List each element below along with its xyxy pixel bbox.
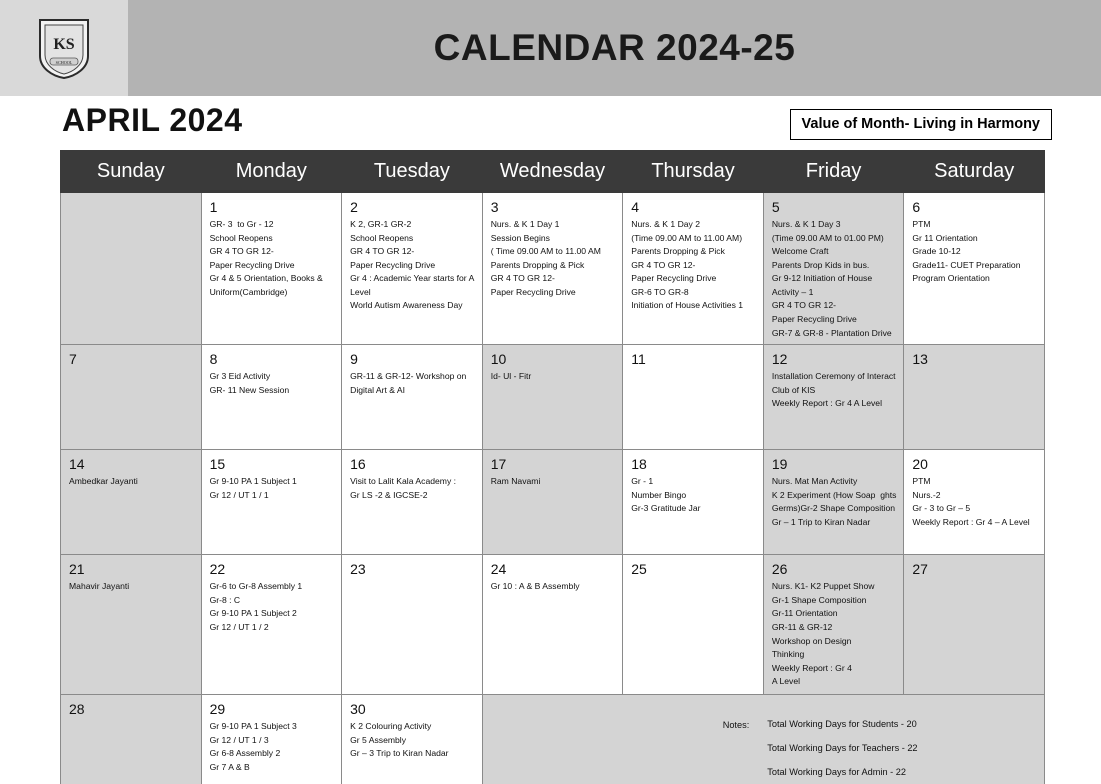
calendar-day-cell[interactable] [482, 345, 623, 450]
day-event: Gr 11 Orientation [912, 232, 978, 243]
day-event: Paper Recycling Drive [209, 259, 295, 270]
day-event: Paper Recycling Drive [350, 259, 436, 270]
calendar-day-cell[interactable] [201, 345, 342, 450]
calendar-day-cell[interactable] [61, 450, 202, 555]
calendar-day-cell[interactable] [342, 555, 483, 695]
month-header [0, 96, 1101, 152]
day-event: Gr-6 to Gr-8 Assembly 1 [209, 581, 303, 592]
day-event: K 2 Experiment (How Soap ghts Germs)Gr-2 Shape Composition [771, 489, 899, 514]
day-event: Initiation of House Activities 1 [631, 300, 744, 311]
calendar-day-cell[interactable] [623, 193, 764, 345]
weekday-header-saturday: Saturday [904, 151, 1045, 193]
day-number: 12 [771, 351, 788, 368]
weekday-header-friday: Friday [763, 151, 904, 193]
day-event: Thinking [771, 649, 805, 660]
day-event: Workshop on Design [771, 635, 852, 646]
day-event: GR-6 TO GR-8 [631, 286, 689, 297]
calendar-week-row [61, 450, 1045, 555]
calendar-day-cell[interactable] [342, 450, 483, 555]
day-event: GR-11 & GR-12 [771, 621, 833, 632]
notes-item: Total Working Days for Students - 20 [767, 719, 917, 730]
day-event: GR 4 TO GR 12- [631, 259, 696, 270]
day-number: 6 [912, 199, 921, 215]
school-crest-icon [36, 16, 92, 80]
day-event: GR- 11 New Session [209, 384, 290, 395]
day-event: Nurs.-2 [912, 489, 941, 500]
calendar-week-row [61, 345, 1045, 450]
calendar-day-cell[interactable] [482, 555, 623, 695]
calendar-day-cell[interactable] [201, 193, 342, 345]
day-event: Gr 4 & 5 Orientation, Books & Uniform(Cambridge) [209, 273, 326, 297]
day-event: Gr – 3 Trip to Kiran Nadar [350, 748, 449, 759]
day-number: 9 [350, 351, 358, 368]
calendar-empty-cell [61, 193, 202, 345]
svg-text:KS: KS [53, 36, 75, 53]
day-number: 21 [69, 561, 85, 578]
day-number: 23 [350, 561, 366, 578]
page-title: CALENDAR 2024-25 [433, 27, 796, 68]
day-event: (Time 09.00 AM to 11.00 AM) [631, 232, 743, 243]
day-event: Gr 7 A & B [209, 761, 250, 772]
day-event: Gr-3 Gratitude Jar [631, 503, 701, 514]
school-logo [0, 0, 128, 96]
calendar-day-cell[interactable] [763, 345, 904, 450]
day-event: Nurs. & K 1 Day 2 [631, 219, 701, 229]
day-event: A Level [771, 676, 801, 687]
calendar-week-row [61, 193, 1045, 345]
day-event: Visit to Lalit Kala Academy : [350, 476, 457, 487]
day-event: Parents Dropping & Pick [490, 259, 585, 270]
day-event: Gr-1 Shape Composition [771, 594, 867, 605]
day-event: School Reopens [209, 232, 273, 243]
day-event: Gr LS -2 & IGCSE-2 [350, 489, 428, 500]
calendar-week-row [61, 555, 1045, 695]
weekday-header-wednesday: Wednesday [482, 151, 623, 193]
day-event: Gr 12 / UT 1 / 2 [209, 621, 269, 632]
day-event: PTM [912, 476, 931, 487]
value-of-month-badge: Value of Month- Living in Harmony [790, 109, 1052, 140]
calendar-day-cell[interactable] [623, 345, 764, 450]
day-event: Gr-11 Orientation [771, 608, 838, 619]
day-event: Gr 12 / UT 1 / 1 [209, 489, 269, 500]
day-event: K 2 Colouring Activity [350, 721, 432, 732]
title-band [128, 0, 1101, 96]
day-number: 14 [69, 456, 85, 473]
notes-item: Total Working Days for Admin - 22 [767, 767, 906, 778]
calendar-day-cell[interactable] [482, 450, 623, 555]
day-number: 4 [631, 199, 640, 215]
day-number: 15 [209, 456, 226, 473]
svg-text:SCHOOL: SCHOOL [55, 60, 73, 65]
calendar-day-cell[interactable] [61, 695, 202, 784]
day-event: GR 4 TO GR 12- [771, 300, 836, 311]
day-number: 29 [209, 701, 226, 718]
day-event: Parents Drop Kids in bus. [771, 259, 870, 270]
day-event: Nurs. & K 1 Day 3 [771, 219, 841, 229]
calendar-day-cell[interactable] [623, 555, 764, 695]
day-event: Weekly Report : Gr 4 [771, 662, 852, 673]
calendar-day-cell[interactable] [342, 345, 483, 450]
day-event: Gr 9-10 PA 1 Subject 3 [209, 721, 297, 732]
day-event: World Autism Awareness Day [350, 300, 463, 311]
day-number: 17 [490, 456, 507, 473]
calendar-day-cell[interactable] [482, 193, 623, 345]
calendar-day-cell[interactable] [763, 193, 904, 345]
day-event: Grade 10-12 [912, 246, 961, 257]
day-event: GR 4 TO GR 12- [490, 273, 555, 284]
notes-list [767, 719, 917, 784]
day-event: Weekly Report : Gr 4 A Level [771, 398, 882, 409]
day-number: 19 [771, 456, 788, 473]
weekday-header-thursday: Thursday [623, 151, 764, 193]
calendar-day-cell[interactable] [201, 555, 342, 695]
day-event: Nurs. & K 1 Day 1 [490, 219, 560, 229]
weekday-header-sunday: Sunday [61, 151, 202, 193]
day-event: GR 4 TO GR 12- [209, 246, 274, 257]
day-event: K 2, GR-1 GR-2 [350, 219, 412, 229]
day-event: Number Bingo [631, 489, 687, 500]
calendar-day-cell[interactable] [904, 555, 1045, 695]
calendar-day-cell[interactable] [61, 555, 202, 695]
day-event: ( Time 09.00 AM to 11.00 AM [490, 246, 601, 257]
day-number: 25 [631, 561, 647, 578]
day-number: 22 [209, 561, 226, 578]
day-event: Gr 12 / UT 1 / 3 [209, 734, 269, 745]
day-event: GR-11 & GR-12- Workshop on Digital Art & AI [350, 371, 469, 395]
day-event: Gr 9-12 Initiation of House Activity – 1 [771, 273, 875, 297]
calendar-day-cell[interactable] [201, 450, 342, 555]
day-event: Paper Recycling Drive [631, 273, 717, 284]
day-event: Gr 4 : Academic Year starts for A Level [350, 273, 477, 297]
day-event: Welcome Craft [771, 246, 829, 257]
day-number: 16 [350, 456, 366, 473]
day-event: Gr 10 : A & B Assembly [490, 581, 580, 592]
calendar-grid [60, 150, 1045, 784]
day-number: 3 [490, 199, 499, 215]
day-number: 7 [69, 351, 77, 368]
weekday-header-tuesday: Tuesday [342, 151, 483, 193]
notes-panel [482, 695, 1044, 784]
day-event: Gr 9-10 PA 1 Subject 2 [209, 608, 297, 619]
notes-item: Total Working Days for Teachers - 22 [767, 743, 918, 754]
weekday-header-monday: Monday [201, 151, 342, 193]
calendar-day-cell[interactable] [61, 345, 202, 450]
day-number: 13 [912, 351, 928, 368]
month-title: APRIL 2024 [62, 102, 243, 138]
day-event: Gr 5 Assembly [350, 734, 407, 745]
calendar-day-cell[interactable] [763, 555, 904, 695]
calendar-day-cell[interactable] [904, 193, 1045, 345]
calendar-day-cell[interactable] [342, 193, 483, 345]
page-header [0, 0, 1101, 96]
day-event: PTM [912, 219, 931, 229]
day-event: Id- Ul - Fitr [490, 371, 532, 382]
calendar-week-row [61, 695, 1045, 784]
day-number: 5 [771, 199, 780, 215]
day-event: Gr - 1 [631, 476, 654, 487]
calendar-day-cell[interactable] [904, 345, 1045, 450]
day-number: 26 [771, 561, 788, 578]
day-event: GR 4 TO GR 12- [350, 246, 415, 257]
day-event: Gr-8 : C [209, 594, 241, 605]
day-event: Mahavir Jayanti [69, 581, 130, 592]
day-event: Gr - 3 to Gr – 5 [912, 503, 971, 514]
day-number: 8 [209, 351, 218, 368]
day-event: Paper Recycling Drive [490, 286, 576, 297]
day-number: 18 [631, 456, 647, 473]
calendar-day-cell[interactable] [342, 695, 483, 784]
day-number: 30 [350, 701, 366, 718]
day-event: Parents Dropping & Pick [631, 246, 725, 257]
day-event: Paper Recycling Drive [771, 314, 857, 325]
calendar-day-cell[interactable] [904, 450, 1045, 555]
calendar-day-cell[interactable] [763, 450, 904, 555]
day-event: School Reopens [350, 232, 414, 243]
calendar-day-cell[interactable] [623, 450, 764, 555]
weekday-header-row [61, 151, 1045, 193]
day-number: 11 [631, 351, 646, 368]
day-event: Session Begins [490, 232, 550, 243]
day-number: 10 [490, 351, 507, 368]
day-event: Grade11- CUET Preparation Program Orientation [912, 259, 1023, 284]
day-event: Gr – 1 Trip to Kiran Nadar [771, 516, 871, 527]
calendar-day-cell[interactable] [201, 695, 342, 784]
day-number: 24 [490, 561, 507, 578]
day-number: 20 [912, 456, 928, 473]
day-event: Weekly Report : Gr 4 – A Level [912, 516, 1030, 527]
day-number: 1 [209, 199, 218, 215]
day-event: Gr 9-10 PA 1 Subject 1 [209, 476, 297, 487]
day-number: 2 [350, 199, 358, 215]
day-event: Nurs. Mat Man Activity [771, 476, 858, 487]
day-event: Ram Navami [490, 476, 541, 487]
day-event: GR-7 & GR-8 - Plantation Drive [771, 327, 892, 338]
day-number: 27 [912, 561, 928, 578]
day-event: GR- 3 to Gr - 12 [209, 219, 274, 229]
day-event: Gr 6-8 Assembly 2 [209, 748, 281, 759]
day-event: Installation Ceremony of Interact Club of KIS [771, 371, 898, 395]
day-event: Gr 3 Eid Activity [209, 371, 271, 382]
day-event: (Time 09.00 AM to 01.00 PM) [771, 232, 884, 243]
notes-label: Notes: [722, 720, 750, 731]
day-number: 28 [69, 701, 85, 718]
day-event: Nurs. K1- K2 Puppet Show [771, 581, 875, 592]
day-event: Ambedkar Jayanti [69, 476, 138, 487]
